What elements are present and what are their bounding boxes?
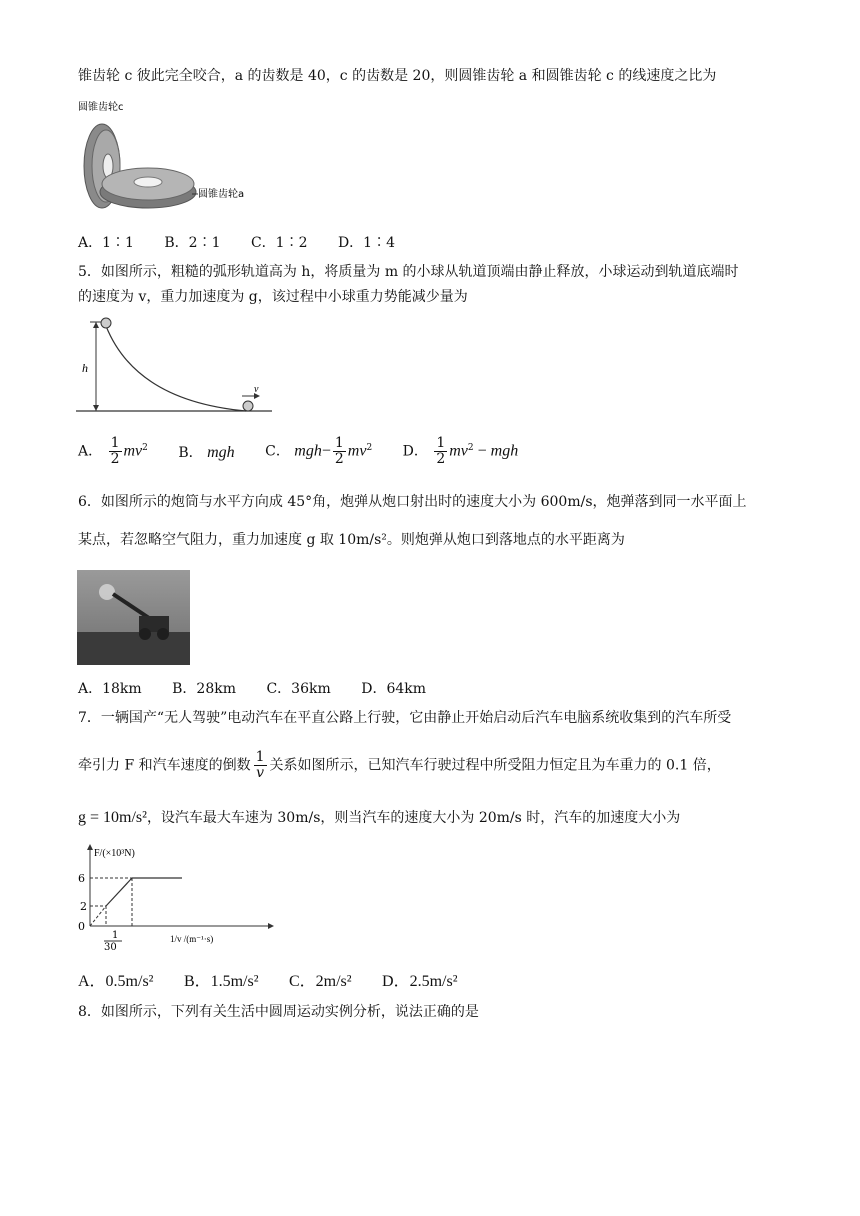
q6-stem-line1: 6．如图所示的炮筒与水平方向成 45°角，炮弹从炮口射出时的速度大小为 600m/s，炮弹落到同一水平面上: [78, 494, 747, 510]
q7-stem-line2-part1: 牵引力 F 和汽车速度的倒数: [78, 757, 251, 774]
q7-option-d[interactable]: D．2.5m/s²: [382, 973, 458, 990]
q7-stem-line3-part2: ，设汽车最大车速为 30m/s，则当汽车的速度大小为 20m/s 时，汽车的加速度大小为: [146, 810, 681, 826]
q5-option-a[interactable]: A． $\frac{1}{2}$ $mv^2$: [78, 435, 148, 467]
q7-stem-line3: [78, 808, 680, 828]
q6-options: [78, 678, 452, 698]
q4-option-c[interactable]: C．1∶2: [250, 235, 308, 251]
q6-option-c[interactable]: C．36km: [266, 681, 331, 697]
q5-option-b-label: B．: [178, 444, 203, 461]
q7-stem-line1: 7．一辆国产“无人驾驶”电动汽车在平直公路上行驶，它由静止开始启动后汽车电脑系统收集到的汽车所受: [78, 710, 732, 726]
graph-x-tick-den: 30: [104, 942, 117, 952]
q5-option-c-label: C．: [265, 443, 290, 460]
q5-stem-line2: 的速度为 v，重力加速度为 g，该过程中小球重力势能减少量为: [78, 289, 468, 305]
q5-option-c[interactable]: C． mgh− $\frac{1}{2}$ $mv^2$: [265, 435, 373, 467]
q7-stem-line2: 牵引力 F 和汽车速度的倒数 $\frac{1}{v}$ 关系如图所示，已知汽车行驶过程中所受阻力恒定且为车重力的 0.1 倍，: [78, 749, 721, 781]
velocity-label: v: [254, 384, 259, 395]
q4-option-b[interactable]: B．2∶1: [164, 235, 221, 251]
q8-stem: 8．如图所示，下列有关生活中圆周运动实例分析，说法正确的是: [78, 1004, 479, 1020]
height-label: h: [82, 361, 88, 375]
q5-option-d-label: D．: [402, 443, 428, 460]
q7-option-c[interactable]: C．2m/s²: [288, 973, 352, 990]
arc-track-figure: [76, 316, 276, 416]
graph-y-tick-6: 6: [78, 872, 85, 885]
q6-stem-line2: 某点，若忽略空气阻力，重力加速度 g 取 10m/s²。则炮弹从炮口到落地点的水平距离为: [78, 532, 625, 548]
q6-option-b[interactable]: B．28km: [172, 681, 237, 697]
q7-options: [78, 968, 484, 991]
q5-option-d[interactable]: D． $\frac{1}{2}$ $mv^2$ − mgh: [402, 435, 519, 467]
graph-x-tick-num: 1: [112, 930, 119, 941]
q7-option-b[interactable]: B．1.5m/s²: [183, 973, 259, 990]
q6-option-d[interactable]: D．64km: [361, 681, 427, 697]
q5-stem-line1: 5．如图所示，粗糙的弧形轨道高为 h，将质量为 m 的小球从轨道顶端由静止释放，小球运动到轨道底端时: [78, 264, 739, 280]
force-inverse-velocity-graph: [76, 842, 276, 952]
bevel-gear-figure: [76, 98, 266, 216]
graph-y-label: F/(×10³N): [94, 848, 135, 859]
q4-stem: 锥齿轮 c 彼此完全咬合，a 的齿数是 40，c 的齿数是 20，则圆锥齿轮 a 和圆锥齿轮 c 的线速度之比为: [78, 68, 717, 84]
q5-options: [78, 436, 544, 467]
q7-g-value: g = 10m/s²: [78, 809, 147, 826]
q5-option-b[interactable]: [178, 442, 234, 462]
q7-option-a[interactable]: A．0.5m/s²: [78, 973, 154, 990]
q6-option-a[interactable]: A．18km: [78, 681, 142, 697]
q4-option-d[interactable]: D．1∶4: [337, 235, 395, 251]
artillery-photo: [77, 570, 190, 665]
q5-option-a-label: A．: [78, 443, 103, 460]
q4-option-a[interactable]: A．1∶1: [78, 235, 134, 251]
q5-option-b-value: mgh: [207, 443, 235, 461]
graph-y-tick-2: 2: [80, 900, 87, 913]
graph-y-tick-0: 0: [78, 920, 85, 933]
gear-c-label: 圆锥齿轮c: [78, 102, 124, 113]
gear-a-label: 圆锥齿轮a: [198, 189, 245, 200]
graph-x-label: 1/v /(m⁻¹·s): [170, 934, 214, 944]
q7-stem-line2-part2: 关系如图所示，已知汽车行驶过程中所受阻力恒定且为车重力的 0.1 倍，: [269, 757, 721, 774]
q4-options: [78, 232, 421, 252]
